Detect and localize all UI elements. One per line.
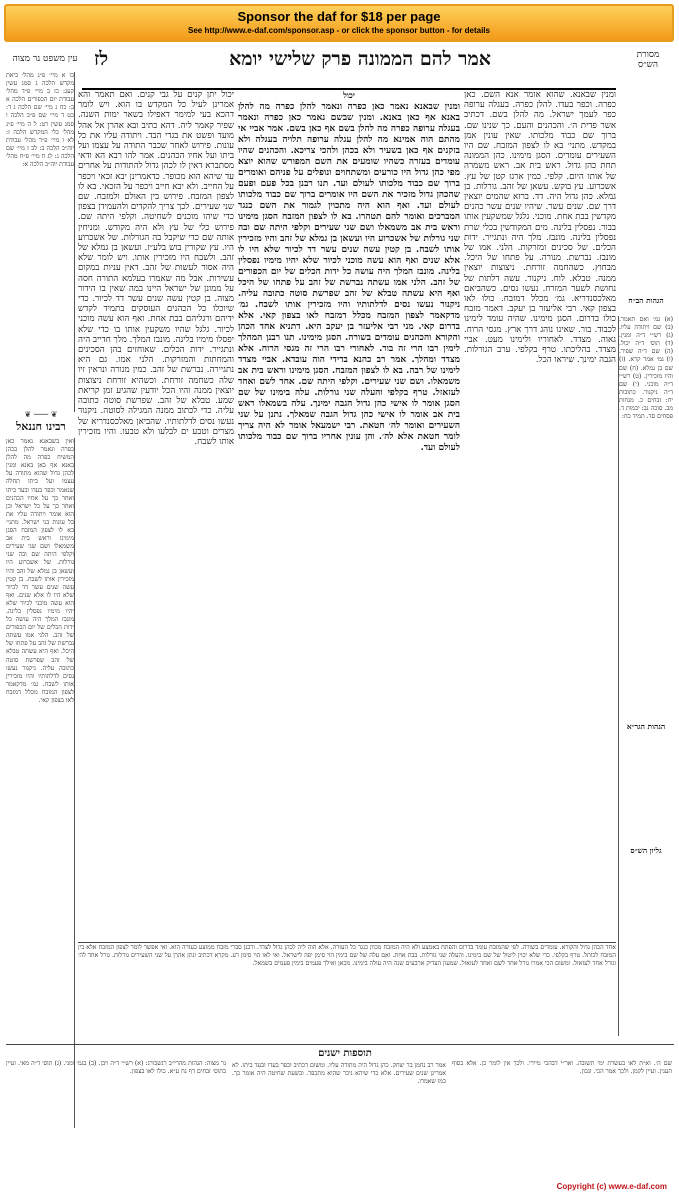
bottom-commentary-text: אחד הכהן גדול והקורא. עומדים בשורה. לפי שהמזבח עומד בדרום והפתח באמצע ולא היה המזבח מכוון כנגד כל העזרה. אלא הוה ליה לכהן גדול לצדד. ורבנן סברי מזבח ממוצע בעזרה הוא. ואי אפשר לומר לצפון המזבח אלא בין המזבח לכותל. טרף בקלפי. כדי שלא יכוין ליטול של שם בימינו. והעלה שני גורלות. בבת אחת. ואם עלה של שם בימין הוי סימן יפה לישראל. ואי לאו הוי סימן רע. מקרא דכתיב ונתן אהרן על שני השעירים גורלות. גורל אחד לה׳ וגורל אחד לעזאזל. ומשום הכי אמרו גורל אחד לשם ואחד לעזאזל. שמעון הצדיק ארבעים שנה היה עולה בימינו. מכאן ואילך פעמים בימין פעמים בשמאל. [78, 944, 616, 968]
gilyon-hashas-title: גליון הש״ס [630, 846, 662, 855]
page-header [6, 46, 674, 86]
tosafot-yeshanim-title: תוספות ישנים [318, 1048, 372, 1059]
copyright-notice: Copyright (c) www.e-daf.com [556, 1182, 667, 1191]
ein-mishpat-heading: עין משפט נר מצוה [12, 54, 78, 64]
gemara-text: ומנין שבאנא נאמר כאן כפרה ונאמר להלן כפרה מה להלן באנא אף כאן באנא. ומנין שבשם נאמר כאן כפרה ונאמר בעגלה ערופה כפרה מה להלן בשם אף כאן בשם. אמר אביי אי מהתם הוה אמינא מה להלן עגלה ערופה תלויה בעגלה ולא בזקנים אף כאן בשעיר ולא בכהן ולהכי צריכא. והכהנים שהיו עומדים בעזרה כשהיו שומעים את השם המפורש שהוא יוצא מפי כהן גדול היו כורעים ומשתחוים ונופלים על פניהם ואומרים ברוך שם כבוד מלכותו לעולם ועד. תנו רבנן בכל פעם ופעם שהכהן גדול מזכיר את השם היו אומרים ברוך שם כבוד מלכותו לעולם ועד. ואף הוא היה מתכוין לגמור את השם כנגד המברכים ואומר להם תטהרו. בא לו לצפון המזבח הסגן מימינו וראש בית אב משמאלו ושם שני שעירים וקלפי היתה שם ובה שני גורלות של אשכרוע היו ועשאן בן גמלא של זהב והיו מזכירין אותו לשבח. בן קטין עשה שנים עשר דד לכיור שלא היו לו אלא שנים ואף הוא עשה מוכני לכיור שלא יהיו מימיו נפסלין בלינה. מונבז המלך היה עושה כל ידות הכלים של יום הכפורים של זהב. הלני אמו עשתה נברשת של זהב על פתחו של היכל ואף היא עשתה טבלא של זהב שפרשת סוטה כתובה עליה. ניקנור נעשו נסים לדלתותיו והיו מזכירין אותו לשבח. גמ׳ מדקאמר לצפון המזבח מכלל דמזבח לאו בצפון קאי. אלא בדרום קאי. מני רבי אליעזר בן יעקב היא. דתניא אחד הכהן והקורא והכהנים עומדים בשורה. הסגן מימינו. תנו רבנן המהלך לימין רבו הרי זה בור. לאחורי רבו הרי זה מגסי הרוח. אלא מצדד ומהלך. אמר רב כהנא בדידי הוה עובדא. אביי מצדד לימינו של רבה. בא לו לצפון המזבח. הסגן מימינו וראש בית אב משמאלו. ושם שני שעירים. וקלפי היתה שם. אחד לשם ואחד לעזאזל. טרף בקלפי והעלה שני גורלות. עלה בימינו של שם הסגן אומר לו אישי כהן גדול הגבה ימינך. עלה בשמאלו ראש בית אב אומר לו אישי כהן גדול הגבה שמאלך. נתנן על שני השעירים ואומר לה׳ חטאת. רבי ישמעאל אומר לא היה צריך לומר חטאת אלא לה׳. והן עונין אחריו ברוך שם כבוד מלכותו לעולם ועד. [238, 102, 460, 453]
hagahot-habach-title: הגהות הב״ח [628, 296, 664, 305]
rabbeinu-chananel-text: ואין בשבאנא נאמר כאן כפרה ונאמר להלן בכהן המשיח כפרה מה להלן באנא אף כאן באנא ומנין לכהן גדול שהוא מתודה על עצמו ועל ביתו תחלה שנאמר וכפר בעדו ובעד ביתו ואחר כך על אחיו הכהנים ואחר כך על כל ישראל וכן הוא אומר ויתודה עליו את כל עונות בני ישראל. מתני׳ בא לו לצפון המזבח הסגן מימינו וראש בית אב משמאלו ושם שני שעירים וקלפי היתה שם ובה שני גורלות. של אשכרוע היו ועשאן בן גמלא של זהב והיו מזכירין אותו לשבח. בן קטין עשה שנים עשר דד לכיור שלא היו לו אלא שנים. ואף הוא עשה מוכני לכיור שלא יהיו מימיו נפסלין בלינה. מונבז המלך היה עושה כל ידות הכלים של יום הכפורים של זהב. הלני אמו עשתה נברשת של זהב על פתחו של היכל. ואף היא עשתה טבלא של זהב שפרשת סוטה כתובה עליה. ניקנור נעשו נסים לדלתותיו והיו מזכירין אותו לשבח. גמ׳ מדקאמר לצפון המזבח מכלל דמזבח לאו בצפון קאי. [6, 438, 75, 1128]
right-margin-text: (א) גמ׳ ואם תאמר. (ב) שם ויתודה עליו. (ג) רש״י ד״ה ומנין. (ד) תוס׳ ד״ה יכול. (ה) שם ד״ה שפיר. (ו) גמ׳ אמר קרא. (ז) שם בן גמלא. (ח) שם והיו מזכירין. (ט) רש״י ד״ה מוכני. (י) שם ד״ה ניקנור. כתובות יח: זבחים כ. מנחות מב. סוכה נב: יבמות ד. פסחים סד. תמיד כח: [618, 316, 673, 1036]
gemara-passage-start: יכול [343, 90, 355, 100]
tosafot-text: יכול יתן קנים על גבי קנים. ואם תאמר והא אמרינן לעיל כל המקדש בו הוא. ויש לומר דהכא בעי למימר דאפילו בשאר ימות השנה. שפיר קאמר ליה. דהא כתיב ובא אהרן אל אהל מועד ופשט את בגדי הבד. ויתודה עליו את כל עונות. פירוש לאחר שכבר התודה על עצמו ועל ביתו ועל אחיו הכהנים. אמר להו רבא הא ודאי מסתברא דאין לו לכהן גדול להתודות על אחרים עד שיהא הוא מכופר. כדאמרינן יבא זכאי ויכפר על החייב. ולא יבא חייב ויכפר על הזכאי. בא לו לצפון המזבח. פירוש בין האולם ולמזבח. שם שני שעירים. לכך צריך להקדים ולהעמידן בצפון כדי שיהו מוכנים לשחיטה. וקלפי היתה שם. פירוש כלי של עץ ולא היה מקודש. ומניחין אותה שם כדי שיקבל בה הגורלות. של אשכרוע היו. עץ שקורין בוש בלע״ז. ועשאן בן גמלא של זהב. ולשבח היו מזכירין אותו. ויש לומר שלא היה אסור לעשות של זהב. דאין עניות במקום עשירות. אבל מה שאמרו בעלמא התורה חסה על ממונן של ישראל היינו במה שאין בו הידור מצוה. בן קטין עשה שנים עשר דד לכיור. כדי שיוכלו כל הכהנים העוסקים בתמיד לקדש ידיהם ורגליהם בבת אחת. ואף הוא עשה מוכני לכיור. גלגל שהיו משקעין אותו בו כדי שלא יפסלו מימיו בלינה. מונבז המלך. מלך חדייב היה ונתגייר. ידות הכלים. שאוחזים בהן הסכינים והמחתות והמזרקות. הלני אמו. גם היא נתגיירה. נברשת של זהב. כמין מנורה ונראין זיו שלה כשחמה זורחת. וכשהיא זורחת ניצוצות יוצאין ממנה והיו הכל יודעין שהגיע זמן קריאת שמע. טבלא של זהב. שפרשת סוטה כתובה עליה. כדי לכתוב ממנה המגילה לסוטה. ניקנור נעשו נסים לדלתותיו. שהביאן מאלכסנדריא של מצרים וטבע ים לבלעו ולא טבעו. והיו מזכירין אותו לשבח. [78, 90, 234, 447]
sponsor-banner-subtitle: See http://www.e-daf.com/sponsor.asp - or click the sponsor button - for details [188, 26, 490, 35]
footer-right-text: שם ה׳. וא״ת לאו בעשרת ימי תשובה. ואר״י דבהכי מיירי. ולכך אין לומר כן. אלא בסוף הענין. ועיין לקמן. ולכך אמר הכי. ונכון. [452, 1060, 672, 1076]
ornament-divider: ❦ ─── ❦ [24, 410, 58, 419]
sponsor-banner[interactable] [4, 4, 674, 42]
page-title: אמר להם הממונה פרק שלישי יומא [229, 48, 491, 70]
rashi-text: ומנין שבאנא. שהוא אומר אנא השם. כאן כפרה. וכפר בעדו. להלן כפרה. בעגלה ערופה כפר לעמך ישראל. מה להלן בשם. דכתיב אשר פדית ה׳. והכהנים והעם. כך שנינו שם. ברוך שם כבוד מלכותו. שאין עונין אמן במקדש. מתני׳ בא לו לצפון המזבח. שם היו השעירים עומדים. הסגן מימינו. כהן הממונה תחת כהן גדול. ראש בית אב. ראש משמרה של אותו היום. קלפי. כמין ארגז קטן של עץ. אשכרוע. עץ בוקש. עשאן של זהב. גורלות. בן גמלא. כהן גדול היה. דד. ברזא שהמים יוצאין דרך שם. שנים עשר. שיהיו שנים עשר כהנים מקדשין בבת אחת. מוכני. גלגל שמשקעין אותו בבור. נפסלין בלינה. מים המקודשין בכלי שרת נפסלין בלינה. מונבז. מלך היה ונתגייר. ידות הכלים. של סכינים ומזרקות. הלני. אמו של מונבז. נברשת. מנורה. על פתחו של היכל. מבחוץ. כשהחמה זורחת. ניצוצות יוצאין ממנה. טבלא. לוח. ניקנור. עשה דלתות של נחושת לשער המזרח. נעשו נסים. כשהביאם מאלכסנדריא. גמ׳ מכלל דמזבח. כולו לאו בצפון קאי. רבי אליעזר בן יעקב. דאמר מזבח כולו בדרום. הסגן מימינו. שהיה עומד לימינו לכבוד. בור. שאינו נוהג דרך ארץ. מגסי הרוח. גאוה. מצדד. לאחוריו ולימינו מעט. אביי מצדד. בהליכתו. טרף בקלפי. ערב הגורלות. הגבה ימינך. שיראו הכל. [464, 90, 616, 366]
masoret-hashas-heading: מסורת הש״ס [636, 50, 660, 70]
sponsor-banner-title: Sponsor the daf for $18 per page [237, 9, 441, 24]
talmud-page [6, 46, 674, 1182]
section-divider [78, 942, 616, 943]
ein-mishpat-text: כו א מיי׳ פ״ג מהל׳ ביאת מקדש הלכה ג סמג עשין קעג: כז ב מיי׳ פ״ד מהל׳ עבודת יום הכפורים הלכה א ב: כח ג מיי׳ שם הלכה ג ד: כט ד מיי׳ שם פ״ב הלכה ו סמג עשין רט: ל ה מיי׳ פ״ג מהל׳ כלי המקדש הלכה ז: לא ו מיי׳ פ״ד מהל׳ עבודת יוה״כ הלכה ב: לב ז מיי׳ שם הלכה ג: לג ח מיי׳ פ״ח מהל׳ עבודת יוה״כ הלכה א: [6, 72, 75, 412]
rabbeinu-chananel-title: רבינו חננאל [16, 420, 66, 433]
hagahot-hagra-title: הגהות הגר״א [626, 722, 666, 731]
tosafot-yeshanim-text: אמר רב נחמן בר יצחק. כהן גדול היה מתודה עליו. ומשום דכתיב וכפר בעדו ובעד ביתו. לא אמרינן שנים שעירים. אלא כדי שיהא ניכר שהוא מתכפר. ובשעת שחיטה היה אומר כך. כמו שאמרו. [232, 1062, 446, 1086]
daf-number: לז [94, 48, 109, 70]
footer-left-text: נר מצוה: הגהות מהרי״ב רנשבורג: (א) רש״י ד״ה ויבן. (ב) בגמ׳ ומני. (ג) תוס׳ ד״ה מאי. ועיין בתוס׳ זבחים דף נח ע״א. כולו לאו בצפון. [6, 1060, 226, 1076]
footer-divider [6, 1044, 674, 1045]
